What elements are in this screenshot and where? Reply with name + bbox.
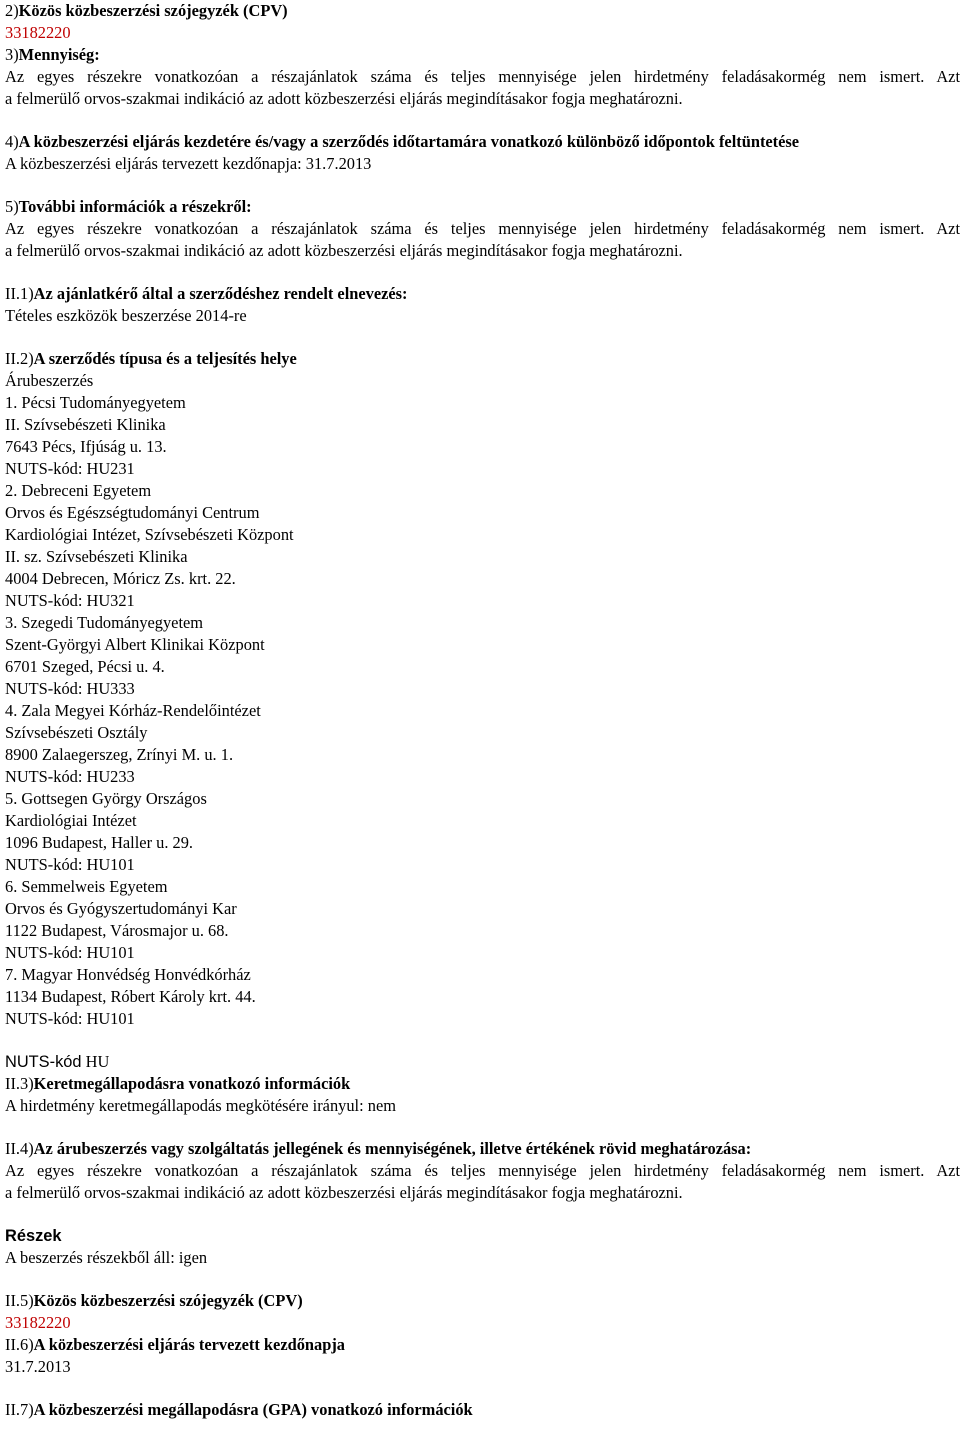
list-item: Orvos és Gyógyszertudományi Kar bbox=[5, 899, 237, 918]
spacer bbox=[5, 262, 960, 283]
section-title: További információk a részekről: bbox=[18, 197, 252, 216]
section-2-heading bbox=[5, 0, 960, 22]
section-title: Keretmegállapodásra vonatkozó információk bbox=[33, 1074, 351, 1093]
section-ii2-heading bbox=[5, 348, 960, 370]
section-number: 5) bbox=[5, 197, 19, 216]
section-ii3-heading bbox=[5, 1073, 960, 1095]
cpv-code: 33182220 bbox=[5, 1313, 71, 1332]
list-item: 1. Pécsi Tudományegyetem bbox=[5, 393, 186, 412]
section-5-parts-info bbox=[5, 196, 960, 262]
contract-name: Tételes eszközök beszerzése 2014-re bbox=[5, 306, 247, 325]
section-title: A közbeszerzési megállapodásra (GPA) vonatkozó információk bbox=[33, 1400, 473, 1419]
section-ii4-description bbox=[5, 1138, 960, 1204]
section-ii1-name bbox=[5, 283, 960, 327]
section-number: 2) bbox=[5, 1, 19, 20]
start-date-text: A közbeszerzési eljárás tervezett kezdőnapja: 31.7.2013 bbox=[5, 154, 372, 173]
list-item: NUTS-kód: HU333 bbox=[5, 679, 135, 698]
location-list bbox=[5, 370, 960, 1030]
section-title: Mennyiség: bbox=[18, 45, 100, 64]
list-item: NUTS-kód: HU101 bbox=[5, 943, 135, 962]
nuts-value: HU bbox=[85, 1052, 110, 1071]
list-item: Szívsebészeti Osztály bbox=[5, 723, 148, 742]
list-item: NUTS-kód: HU101 bbox=[5, 1009, 135, 1028]
section-title: Az ajánlatkérő által a szerződéshez rendelt elnevezés: bbox=[33, 284, 408, 303]
paragraph-line: Az egyes részekre vonatkozóan a részajánlatok száma és teljes mennyisége jelen hirdetmény feladásakormég nem ismert. Azt bbox=[5, 219, 960, 238]
section-ii1-heading bbox=[5, 283, 960, 305]
spacer bbox=[5, 175, 960, 196]
section-2-cpv bbox=[5, 0, 960, 44]
section-number: II.4) bbox=[5, 1139, 34, 1158]
paragraph-line: a felmerülő orvos-szakmai indikáció az adott közbeszerzési eljárás megindításakor fogja meghatározni. bbox=[5, 241, 683, 260]
list-item: 7643 Pécs, Ifjúság u. 13. bbox=[5, 437, 167, 456]
list-item: NUTS-kód: HU231 bbox=[5, 459, 135, 478]
nuts-label: NUTS-kód bbox=[5, 1053, 82, 1071]
list-item: NUTS-kód: HU321 bbox=[5, 591, 135, 610]
section-ii5-cpv bbox=[5, 1290, 960, 1334]
spacer bbox=[5, 110, 960, 131]
section-ii6-start bbox=[5, 1334, 960, 1378]
list-item: 6701 Szeged, Pécsi u. 4. bbox=[5, 657, 165, 676]
paragraph-line: a felmerülő orvos-szakmai indikáció az adott közbeszerzési eljárás megindításakor fogja meghatározni. bbox=[5, 89, 683, 108]
spacer bbox=[5, 1378, 960, 1399]
start-date: 31.7.2013 bbox=[5, 1357, 71, 1376]
list-item: 4. Zala Megyei Kórház-Rendelőintézet bbox=[5, 701, 261, 720]
list-item: 7. Magyar Honvédség Honvédkórház bbox=[5, 965, 251, 984]
section-number: II.2) bbox=[5, 349, 34, 368]
list-item: 8900 Zalaegerszeg, Zrínyi M. u. 1. bbox=[5, 745, 234, 764]
section-number: II.6) bbox=[5, 1335, 34, 1354]
section-number: II.5) bbox=[5, 1291, 34, 1310]
section-ii2-type-location bbox=[5, 348, 960, 1030]
section-ii4-heading bbox=[5, 1138, 960, 1160]
spacer bbox=[5, 327, 960, 348]
paragraph-line: a felmerülő orvos-szakmai indikáció az adott közbeszerzési eljárás megindításakor fogja meghatározni. bbox=[5, 1183, 683, 1202]
paragraph-line: Az egyes részekre vonatkozóan a részajánlatok száma és teljes mennyisége jelen hirdetmény feladásakormég nem ismert. Azt bbox=[5, 67, 960, 86]
spacer bbox=[5, 1030, 960, 1051]
list-item: 1096 Budapest, Haller u. 29. bbox=[5, 833, 194, 852]
list-item: Szent-Györgyi Albert Klinikai Központ bbox=[5, 635, 265, 654]
framework-text: A hirdetmény keretmegállapodás megkötésére irányul: nem bbox=[5, 1096, 396, 1115]
section-ii5-heading bbox=[5, 1290, 960, 1312]
section-title: Közös közbeszerzési szójegyzék (CPV) bbox=[18, 1, 288, 20]
section-parts bbox=[5, 1225, 960, 1269]
parts-text: A beszerzés részekből áll: igen bbox=[5, 1248, 208, 1267]
section-title: A közbeszerzési eljárás tervezett kezdőnapja bbox=[33, 1335, 345, 1354]
section-ii7-gpa bbox=[5, 1399, 960, 1421]
list-item: NUTS-kód: HU101 bbox=[5, 855, 135, 874]
spacer bbox=[5, 1117, 960, 1138]
section-title: A közbeszerzési eljárás kezdetére és/vagy a szerződés időtartamára vonatkozó különböző időpontok feltüntetése bbox=[18, 132, 800, 151]
list-item: Orvos és Egészségtudományi Centrum bbox=[5, 503, 260, 522]
spacer bbox=[5, 1269, 960, 1290]
cpv-code: 33182220 bbox=[5, 23, 71, 42]
list-item: 5. Gottsegen György Országos bbox=[5, 789, 207, 808]
list-item: Árubeszerzés bbox=[5, 371, 94, 390]
section-title: A szerződés típusa és a teljesítés helye bbox=[33, 349, 297, 368]
section-ii6-heading bbox=[5, 1334, 960, 1356]
list-item: Kardiológiai Intézet, Szívsebészeti Központ bbox=[5, 525, 294, 544]
list-item: 3. Szegedi Tudományegyetem bbox=[5, 613, 204, 632]
list-item: NUTS-kód: HU233 bbox=[5, 767, 135, 786]
document-page bbox=[5, 0, 960, 1421]
section-number: II.1) bbox=[5, 284, 34, 303]
list-item: 1134 Budapest, Róbert Károly krt. 44. bbox=[5, 987, 256, 1006]
section-number: II.7) bbox=[5, 1400, 34, 1419]
section-3-quantity bbox=[5, 44, 960, 110]
list-item: 1122 Budapest, Városmajor u. 68. bbox=[5, 921, 229, 940]
section-ii3-framework bbox=[5, 1073, 960, 1117]
section-ii7-heading bbox=[5, 1399, 960, 1421]
section-4-heading bbox=[5, 131, 960, 153]
list-item: II. Szívsebészeti Klinika bbox=[5, 415, 166, 434]
list-item: 6. Semmelweis Egyetem bbox=[5, 877, 168, 896]
list-item: Kardiológiai Intézet bbox=[5, 811, 137, 830]
nuts-code-line bbox=[5, 1051, 960, 1073]
section-title: Az árubeszerzés vagy szolgáltatás jellegének és mennyiségének, illetve értékének rövid meghatározása: bbox=[33, 1139, 752, 1158]
list-item: II. sz. Szívsebészeti Klinika bbox=[5, 547, 188, 566]
spacer bbox=[5, 1204, 960, 1225]
list-item: 2. Debreceni Egyetem bbox=[5, 481, 152, 500]
section-number: 4) bbox=[5, 132, 19, 151]
paragraph-line: Az egyes részekre vonatkozóan a részajánlatok száma és teljes mennyisége jelen hirdetmény feladásakormég nem ismert. Azt bbox=[5, 1161, 960, 1180]
section-4-dates bbox=[5, 131, 960, 175]
list-item: 4004 Debrecen, Móricz Zs. krt. 22. bbox=[5, 569, 236, 588]
parts-heading: Részek bbox=[5, 1227, 62, 1245]
section-number: II.3) bbox=[5, 1074, 34, 1093]
section-3-heading bbox=[5, 44, 960, 66]
section-number: 3) bbox=[5, 45, 19, 64]
section-5-heading bbox=[5, 196, 960, 218]
section-title: Közös közbeszerzési szójegyzék (CPV) bbox=[33, 1291, 303, 1310]
